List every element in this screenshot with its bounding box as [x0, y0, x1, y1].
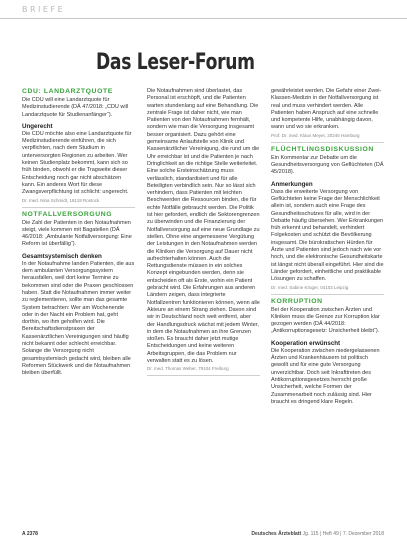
letter-body: Die Kooperation zwischen niedergelassenen Ärzten und Krankenhäusern ist politisch gewollt und für eine gute Versorgung unverzichtbar. Doch seit Inkrafttreten des Antikorruptionsgesetzes herrscht große Unsicherheit, welche Formen der Zusammenarbeit noch zulässig sind. Hier braucht es dringend klare Regeln. — [271, 347, 380, 405]
page-title: Das Leser-Forum — [96, 50, 255, 75]
letter-body: In der Notaufnahme landen Patienten, die aus dem ambulanten Versorgungssystem herausfallen, weil dort keine Termine zu bekommen sind oder die Praxen geschlossen haben. Statt die Notaufnahmen immer weiter zu reglementieren, sollte man das gesamte System betrachten: Wer am Wochenende oder in der Nacht ein Problem hat, geht dorthin, wo ihm geholfen wird. Die Bereitschaftsdienstpraxen der Kassenärztlichen Vereinigungen sind häufig nicht bekannt oder schlecht erreichbar. Solange die Versorgung nicht gesamtsystemisch gedacht wird, bleiben alle Reformen Stückwerk und die Notaufnahmen bleiben überfüllt. — [22, 260, 135, 377]
letter-body: Dass die erweiterte Versorgung von Geflüchteten keine Frage der Menschlichkeit allein ist, sondern auch eine Frage des Gesundheitsschutzes für alle, wird in der Debatte häufig übersehen. Wer Erkrankungen früh erkennt und behandelt, verhindert Folgekosten und schützt die Bevölkerung insgesamt. Die bürokratischen Hürden für Ärzte und Patienten sind jedoch nach wie vor hoch, und die elektronische Gesundheitskarte ist längst nicht überall eingeführt. Hier sind die Länder gefordert, einheitliche und praktikable Lösungen zu schaffen. — [271, 188, 384, 283]
letter-author: Dr. med. Sabine Krüger, 04103 Leipzig — [271, 285, 384, 295]
letter-author: Dr. med. Nina Schmidt, 18119 Rostock — [22, 198, 135, 208]
letter-title: Kooperation erwünscht — [271, 339, 341, 347]
letter-author: Dr. med. Thomas Weber, 79104 Freiburg — [147, 366, 260, 376]
journal-info — [251, 531, 384, 538]
letter-body: Die CDU möchte also eine Landarztquote für Medizinstudierende einführen, die sich verpflichten, nach dem Studium in unterversorgten Regionen zu arbeiten. Wer keinen Studienplatz bekommt, kann sich so früh binden, obwohl er die Tragweite dieser Entscheidung noch gar nicht abschätzen kann. Ein anderes Wort für diese Zwangsverpflichtung ist schlicht: ungerecht. — [22, 130, 132, 196]
top-bar — [0, 0, 407, 19]
section-intro: Bei der Kooperation zwischen Ärzten und Kliniken muss die Grenze zur Korruption klar gezogen werden (DÄ 44/2018: „Antikorruptionsgesetz: Unsicherheit bleibt“). — [271, 306, 380, 335]
journal-name: Deutsches Ärzteblatt — [251, 531, 302, 537]
page-number: A 2378 — [22, 531, 38, 537]
column-1 — [22, 88, 135, 528]
section-intro: Ein Kommentar zur Debatte um die Gesundheitsversorgung von Geflüchteten (DÄ 45/2018). — [271, 154, 384, 176]
section-heading: CDU: LANDARZTQUOTE — [22, 88, 113, 95]
section-intro: Die CDU will eine Landarztquote für Medizinstudierende (DÄ 47/2018: „CDU will Landarztquote für Studienanfänger“). — [22, 97, 129, 118]
section-heading: FLÜCHTLINGSDISKUSSION — [271, 145, 374, 153]
letter-title: Anmerkungen — [271, 180, 313, 188]
issue-info: Jg. 115 | Heft 49 | 7. Dezember 2018 — [302, 531, 384, 537]
section-intro: Die Zahl der Patienten in den Notaufnahmen steigt, viele kommen mit Bagatellen (DÄ 46/2018: „Ambulante Notfallversorgung: Eine Reform ist überfällig“). — [22, 219, 132, 248]
column-2 — [147, 88, 260, 528]
rubric-label: BRIEFE — [22, 5, 66, 14]
letter-author: Prof. Dr. med. Klaus Meyer, 20246 Hamburg — [271, 133, 384, 143]
letter-title: Gesamtsystemisch denken — [22, 252, 102, 260]
letter-body: Die Notaufnahmen sind überlastet, das Personal ist erschöpft, und die Patienten warten stundenlang auf eine Behandlung. Die zentrale Frage ist daher nicht, wie man Patienten von den Notaufnahmen fernhält, sondern wie man die Versorgung insgesamt besser organisiert. Dazu gehört eine gemeinsame Anlaufstelle von Klinik und Kassenärztlicher Vereinigung, die rund um die Uhr erreichbar ist und die Patienten je nach Dringlichkeit an die richtige Stelle weiterleitet. Eine solche Ersteinschätzung muss verlässlich, standardisiert und für alle Beteiligten verbindlich sein. Nur so lässt sich verhindern, dass Patienten mit leichten Beschwerden die Ressourcen binden, die für echte Notfälle gebraucht werden. Die Politik ist hier gefordert, endlich die Sektorengrenzen zu überwinden und die Finanzierung der Notfallversorgung auf eine neue Grundlage zu stellen. Ohne eine angemessene Vergütung der Leistungen in den Notaufnahmen werden die Kliniken die Versorgung auf Dauer nicht aufrechterhalten können. Auch die Rettungsdienste müssen in ein solches Konzept eingebunden werden, denn sie entscheiden oft als Erste, wohin ein Patient gebracht wird. Die Erfahrungen aus anderen Ländern zeigen, dass integrierte Notfallzentren funktionieren können, wenn alle Akteure an einem Strang ziehen. Davon sind wir in Deutschland noch weit entfernt, aber der Handlungsdruck wächst mit jedem Winter, in dem die Notaufnahmen an ihre Grenzen stoßen. Es braucht daher jetzt mutige Entscheidungen und keine weiteren Arbeitsgruppen, die das Problem nur verwalten statt es zu lösen. — [147, 88, 260, 364]
column-3 — [271, 88, 384, 528]
section-heading: NOTFALLVERSORGUNG — [22, 210, 113, 218]
letter-body: gewährleistet werden. Die Gefahr einer Zwei-Klassen-Medizin in der Notfallversorgung ist real und muss verhindert werden. Alle Patienten haben Anspruch auf eine schnelle und kompetente Hilfe, unabhängig davon, wann und wo sie erkranken. — [271, 88, 382, 131]
section-heading: KORRUPTION — [271, 297, 323, 305]
letter-title: Ungerecht — [22, 122, 53, 130]
